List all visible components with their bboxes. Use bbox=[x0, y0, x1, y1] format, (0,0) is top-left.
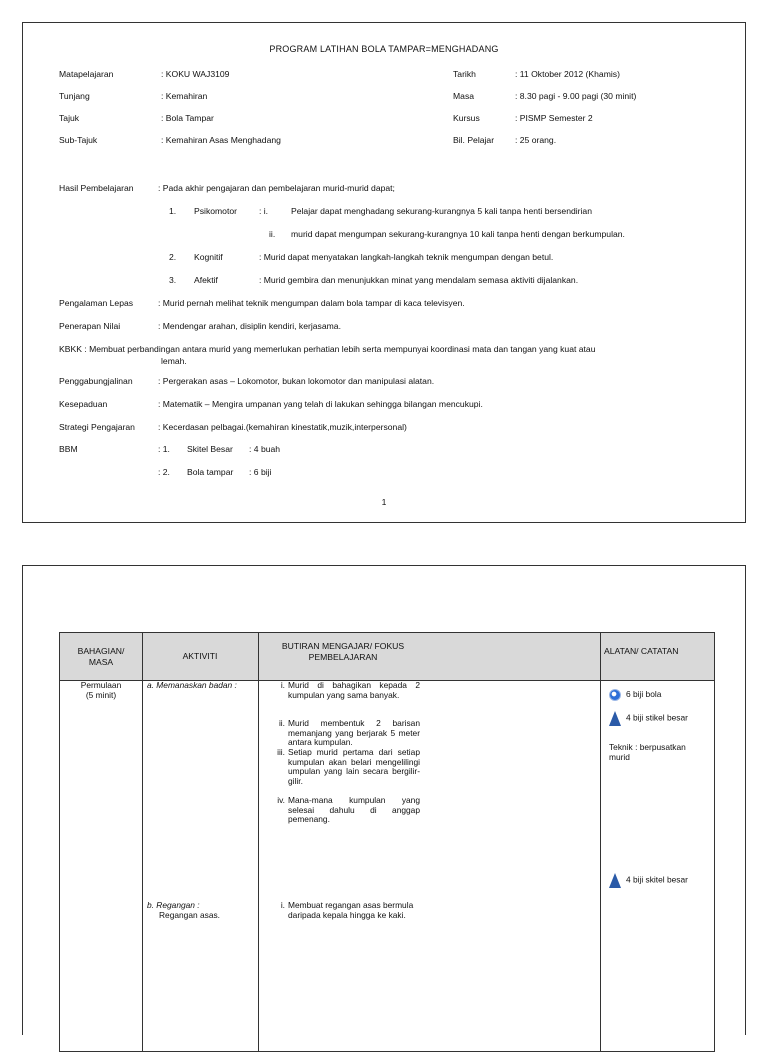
field-label-kursus: Kursus bbox=[453, 113, 480, 123]
field-value-kursus: : PISMP Semester 2 bbox=[515, 113, 593, 123]
butiran-b-text: Membuat regangan asas bermula daripada kepala hingga ke kaki. bbox=[288, 900, 414, 920]
column-divider bbox=[600, 633, 601, 1051]
butiran-item-number: iv. bbox=[277, 795, 285, 805]
field-value-bil-pelajar: : 25 orang. bbox=[515, 135, 557, 145]
lesson-plan-page-1 bbox=[22, 22, 746, 523]
field-label-matapelajaran: Matapelajaran bbox=[59, 69, 114, 79]
header-alatan: ALATAN/ CATATAN bbox=[604, 646, 679, 656]
bbm-label: BBM bbox=[59, 444, 78, 454]
butiran-item-text: Murid di bahagikan kepada 2 kumpulan yang sama banyak. bbox=[288, 680, 420, 700]
butiran-item-text: Mana-mana kumpulan yang selesai dahulu di anggap pemenang. bbox=[288, 795, 420, 825]
cell-bahagian-permulaan: Permulaan (5 minit) bbox=[80, 680, 122, 700]
field-value-tajuk: : Bola Tampar bbox=[161, 113, 214, 123]
butiran-item-number: i. bbox=[280, 680, 285, 690]
bbm-item-2-name: Bola tampar bbox=[187, 467, 234, 477]
kognitif-number: 2. bbox=[169, 252, 177, 262]
cone-icon bbox=[609, 873, 621, 888]
alatan-stikel-text: 4 biji stikel besar bbox=[626, 712, 688, 723]
field-label-tajuk: Tajuk bbox=[59, 113, 80, 123]
kesepaduan-value: : Matematik – Mengira umpanan yang telah di lakukan sehingga bilangan mencukupi. bbox=[158, 399, 483, 409]
afektif-label: Afektif bbox=[194, 275, 218, 285]
butiran-item-number: ii. bbox=[278, 718, 285, 728]
alatan-stikel bbox=[609, 711, 688, 726]
cell-aktiviti-a: a. Memanaskan badan : bbox=[147, 680, 237, 690]
butiran-item-text: Setiap murid pertama dari setiap kumpulan akan belari mengelilingi umpulan yang lain secara bergilir-gilir. bbox=[288, 747, 420, 786]
field-label-masa: Masa bbox=[453, 91, 475, 101]
header-aktiviti: AKTIVITI bbox=[182, 651, 218, 661]
cell-aktiviti-b-title: b. Regangan : bbox=[147, 900, 200, 910]
alatan-skitel-b-text: 4 biji skitel besar bbox=[626, 874, 688, 885]
field-label-bil-pelajar: Bil. Pelajar bbox=[453, 135, 495, 145]
afektif-text: : Murid gembira dan menunjukkan minat yang mendalam semasa aktiviti dijalankan. bbox=[259, 275, 579, 285]
field-label-subtajuk: Sub-Tajuk bbox=[59, 135, 98, 145]
field-value-tarikh: : 11 Oktober 2012 (Khamis) bbox=[515, 69, 620, 79]
column-divider bbox=[258, 633, 259, 1051]
kesepaduan-label: Kesepaduan bbox=[59, 399, 108, 409]
field-value-masa: : 8.30 pagi - 9.00 pagi (30 minit) bbox=[515, 91, 637, 101]
afektif-number: 3. bbox=[169, 275, 177, 285]
psikomotor-label: Psikomotor bbox=[194, 206, 237, 216]
alatan-skitel-b bbox=[609, 873, 688, 888]
penggabungjalinan-label: Penggabungjalinan bbox=[59, 376, 133, 386]
strategi-value: : Kecerdasan pelbagai.(kemahiran kinestatik,muzik,interpersonal) bbox=[158, 422, 407, 432]
bbm-item-1-name: Skitel Besar bbox=[187, 444, 233, 454]
page-number: 1 bbox=[381, 497, 387, 507]
psikomotor-ii-text: murid dapat mengumpan sekurang-kurangnya 10 kali tanpa henti dengan berkumpulan. bbox=[291, 229, 625, 239]
lesson-activity-table bbox=[59, 632, 715, 1052]
volleyball-icon bbox=[609, 689, 621, 701]
kbkk-line-1: KBKK : Membuat perbandingan antara murid yang memerlukan perhatian lebih serta mempunyai koordinasi mata dan tangan yang kuat atau bbox=[59, 344, 596, 354]
bbm-item-1-number: : 1. bbox=[158, 444, 170, 454]
field-label-tarikh: Tarikh bbox=[453, 69, 476, 79]
psikomotor-i-text: Pelajar dapat menghadang sekurang-kurangnya 5 kali tanpa henti bersendirian bbox=[291, 206, 592, 216]
bbm-item-1-qty: : 4 buah bbox=[249, 444, 281, 454]
hasil-label: Hasil Pembelajaran bbox=[59, 183, 134, 193]
bbm-item-2-number: : 2. bbox=[158, 467, 170, 477]
page-title: PROGRAM LATIHAN BOLA TAMPAR=MENGHADANG bbox=[269, 44, 499, 54]
hasil-intro: : Pada akhir pengajaran dan pembelajaran murid-murid dapat; bbox=[158, 183, 395, 193]
field-label-tunjang: Tunjang bbox=[59, 91, 90, 101]
alatan-bola bbox=[609, 689, 661, 701]
kbkk-line-2: lemah. bbox=[161, 356, 187, 366]
header-butiran: BUTIRAN MENGAJAR/ FOKUS PEMBELAJARAN bbox=[281, 641, 405, 662]
field-value-matapelajaran: : KOKU WAJ3109 bbox=[161, 69, 230, 79]
butiran-b-number: i. bbox=[280, 900, 285, 910]
butiran-item-number: iii. bbox=[277, 747, 285, 757]
penerapan-value: : Mendengar arahan, disiplin kendiri, kerjasama. bbox=[158, 321, 341, 331]
bbm-item-2-qty: : 6 biji bbox=[249, 467, 272, 477]
pengalaman-label: Pengalaman Lepas bbox=[59, 298, 134, 308]
cone-icon bbox=[609, 711, 621, 726]
catatan-teknik: Teknik : berpusatkan murid bbox=[609, 742, 686, 762]
cell-aktiviti-b-sub: Regangan asas. bbox=[159, 910, 220, 920]
psikomotor-number: 1. bbox=[169, 206, 177, 216]
field-value-subtajuk: : Kemahiran Asas Menghadang bbox=[161, 135, 281, 145]
pengalaman-value: : Murid pernah melihat teknik mengumpan dalam bola tampar di kaca televisyen. bbox=[158, 298, 465, 308]
psikomotor-i-marker: : i. bbox=[259, 206, 269, 216]
butiran-item-text: Murid membentuk 2 barisan memanjang yang berjarak 5 meter antara kumpulan. bbox=[288, 718, 420, 748]
strategi-label: Strategi Pengajaran bbox=[59, 422, 135, 432]
lesson-plan-page-2 bbox=[22, 565, 746, 1035]
psikomotor-ii-marker: ii. bbox=[269, 229, 276, 239]
field-value-tunjang: : Kemahiran bbox=[161, 91, 208, 101]
penggabungjalinan-value: : Pergerakan asas – Lokomotor, bukan lokomotor dan manipulasi alatan. bbox=[158, 376, 435, 386]
penerapan-label: Penerapan Nilai bbox=[59, 321, 121, 331]
alatan-bola-text: 6 biji bola bbox=[626, 689, 662, 700]
kognitif-label: Kognitif bbox=[194, 252, 223, 262]
kognitif-text: : Murid dapat menyatakan langkah-langkah teknik mengumpan dengan betul. bbox=[259, 252, 554, 262]
column-divider bbox=[142, 633, 143, 1051]
header-bahagian: BAHAGIAN/ MASA bbox=[77, 646, 125, 667]
